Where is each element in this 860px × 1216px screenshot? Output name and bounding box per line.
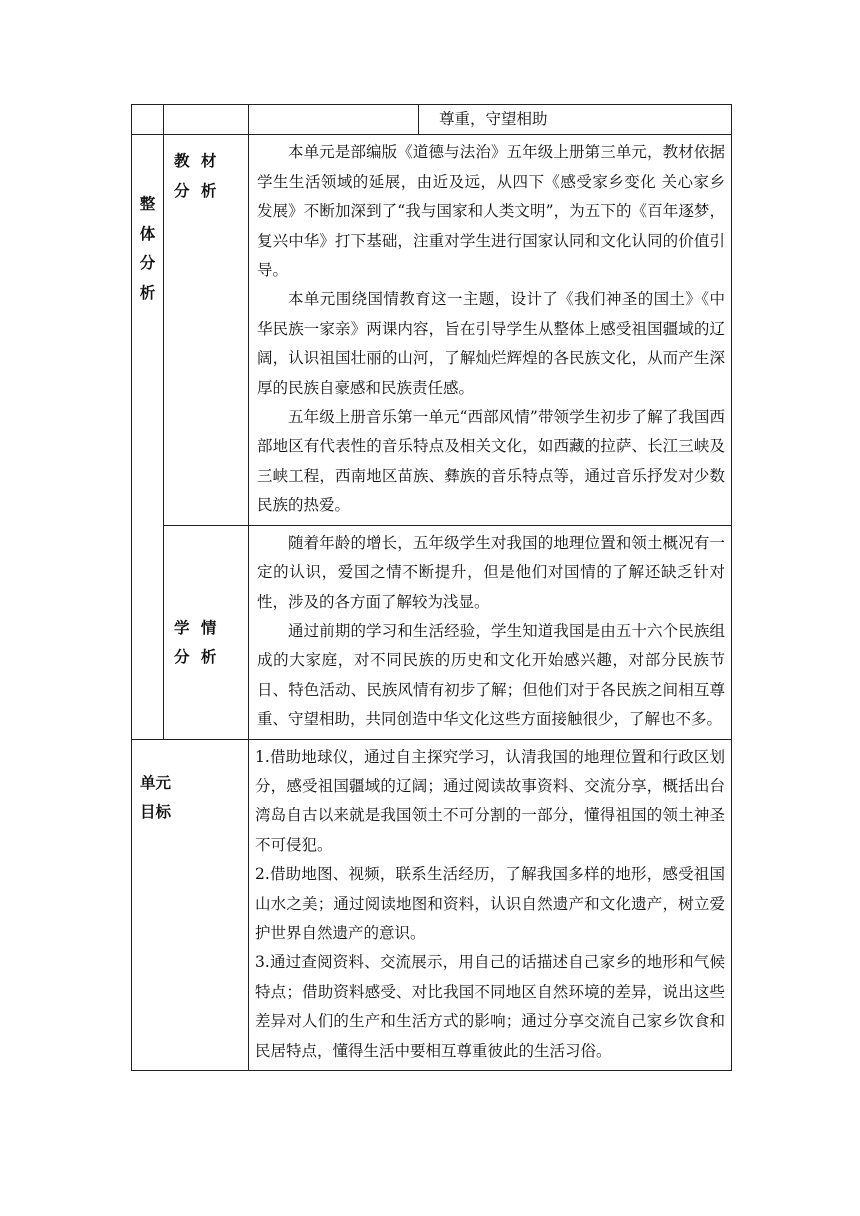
unit-goals-row: [132, 739, 732, 1070]
unit-goals-content: [249, 739, 732, 1070]
continued-text: 尊重，守望相助: [419, 105, 732, 135]
paragraph: 通过前期的学习和生活经验，学生知道我国是由五十六个民族组成的大家庭，对不同民族的历史和文化开始感兴趣，对部分民族节日、特色活动、民族风情有初步了解；但他们对于各民族之间相互尊重、守望相助，共同创造中华文化这些方面接触很少，了解也不多。: [257, 621, 725, 729]
overall-analysis-label: 整 体 分 析: [132, 135, 164, 739]
textbook-analysis-label: 教 材 分 析: [164, 135, 249, 525]
student-analysis-row: [132, 525, 732, 739]
goal-item: 1.借助地球仪，通过自主探究学习，认清我国的地理位置和行政区划分，感受祖国疆域的辽阔；通过阅读故事资料、交流分享，概括出台湾岛自古以来就是我国领土不可分割的一部分，懂得祖国的领土神圣不可侵犯。: [255, 747, 725, 854]
goal-item: 2.借助地图、视频，联系生活经历，了解我国多样的地形，感受祖国山水之美；通过阅读地图和资料，认识自然遗产和文化遗产，树立爱护世界自然遗产的意识。: [255, 865, 725, 942]
student-analysis-content: [249, 525, 732, 739]
empty-cell: [249, 105, 419, 135]
paragraph: 本单元是部编版《道德与法治》五年级上册第三单元，教材依据学生生活领域的延展，由近及远，从四下《感受家乡变化 关心家乡发展》不断加深到了“我与国家和人类文明”，为五下的《百年逐梦，复兴中华》打下基础，注重对学生进行国家认同和文化认同的价值引导。: [257, 143, 725, 280]
unit-design-table: [131, 104, 732, 1071]
paragraph: 五年级上册音乐第一单元“西部风情”带领学生初步了解了我国西部地区有代表性的音乐特点及相关文化，如西藏的拉萨、长江三峡及三峡工程，西南地区苗族、彝族的音乐特点等，通过音乐抒发对少数民族的热爱。: [257, 408, 725, 515]
goal-item: 3.通过查阅资料、交流展示，用自己的话描述自己家乡的地形和气候特点；借助资料感受、对比我国不同地区自然环境的差异，说出这些差异对人们的生产和生活方式的影响；通过分享交流自己家乡饮食和民居特点，懂得生活中要相互尊重彼此的生活习俗。: [255, 953, 725, 1060]
continued-row: [132, 105, 732, 135]
paragraph: 随着年龄的增长，五年级学生对我国的地理位置和领土概况有一定的认识，爱国之情不断提升，但是他们对国情的了解还缺乏针对性，涉及的各方面了解较为浅显。: [257, 533, 725, 611]
empty-cell: [132, 105, 164, 135]
textbook-analysis-row: [132, 135, 732, 525]
textbook-analysis-content: [249, 135, 732, 525]
paragraph: 本单元围绕国情教育这一主题，设计了《我们神圣的国土》《中华民族一家亲》两课内容，旨在引导学生从整体上感受祖国疆域的辽阔，认识祖国壮丽的山河，了解灿烂辉煌的各民族文化，从而产生深厚的民族自豪感和民族责任感。: [257, 290, 725, 397]
student-analysis-label: 学 情 分 析: [164, 525, 249, 739]
empty-cell: [164, 105, 249, 135]
unit-goals-label: 单元 目标: [132, 739, 249, 1070]
